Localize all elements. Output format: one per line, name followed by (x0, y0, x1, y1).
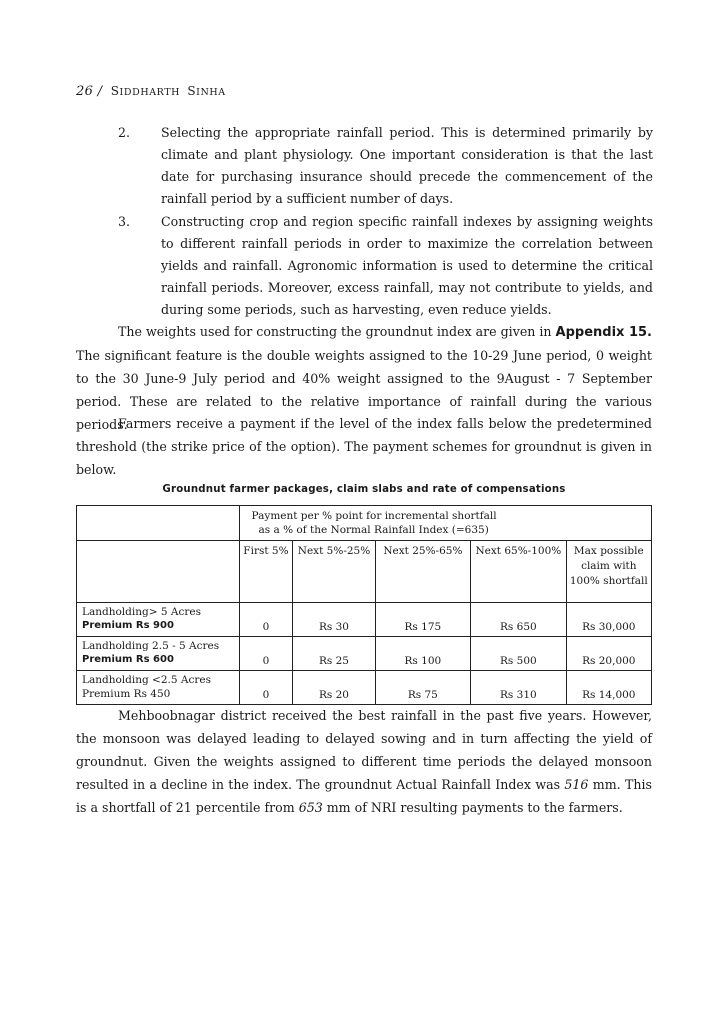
table-cell: 0 (239, 671, 293, 705)
table-header-row (77, 506, 652, 541)
row-label: Landholding> 5 Acres Premium Rs 900 (77, 603, 240, 637)
column-header: First 5% (239, 541, 293, 603)
column-header: Next 65%-100% (471, 541, 566, 603)
table-cell: Rs 75 (375, 671, 470, 705)
table-cell: Rs 310 (471, 671, 566, 705)
table-subheader-row (77, 541, 652, 603)
actual-index-value: 516 (564, 777, 589, 792)
table-cell: Rs 175 (375, 603, 470, 637)
author-name: SIDDHARTH SINHA (110, 84, 226, 98)
list-text: Constructing crop and region specific rainfall indexes by assigning weights to different rainfall periods in order to maximize the correlation between yields and rainfall. Agronomic information is used to determine the critical rainfall periods. Moreover, excess rainfall, may not contribute to yields, and during some periods, such as harvesting, even reduce yields. (161, 214, 653, 317)
table-cell: Rs 25 (293, 637, 375, 671)
table-cell: 0 (239, 603, 293, 637)
table-row (77, 671, 652, 705)
table-cell: Rs 30 (293, 603, 375, 637)
nri-value: 653 (298, 800, 323, 815)
table-row (77, 603, 652, 637)
list-text: Selecting the appropriate rainfall period. This is determined primarily by climate and plant physiology. One important consideration is that the last date for purchasing insurance should precede the commencement of the rainfall period by a sufficient number of days. (161, 125, 653, 206)
subheader-blank-cell (77, 541, 240, 603)
table-cell: Rs 14,000 (566, 671, 651, 705)
column-header-max-claim: Max possible claim with 100% shortfall (566, 541, 651, 603)
list-number: 2. (118, 125, 131, 140)
table-cell: Rs 20,000 (566, 637, 651, 671)
payment-header: Payment per % point for incremental shortfall as a % of the Normal Rainfall Index (=635) (239, 506, 651, 541)
column-header: Next 25%-65% (375, 541, 470, 603)
compensation-table (76, 505, 652, 705)
table-cell: Rs 650 (471, 603, 566, 637)
column-header: Next 5%-25% (293, 541, 375, 603)
header-blank-cell (77, 506, 240, 541)
table-cell: Rs 30,000 (566, 603, 651, 637)
paragraph-payment: Farmers receive a payment if the level of the index falls below the predetermined threshold (the strike price of the option). The payment schemes for groundnut is given in below. (76, 416, 652, 477)
list-item-3 (118, 211, 653, 321)
table-cell: 0 (239, 637, 293, 671)
page-number: 26 / (76, 84, 103, 99)
table-row (77, 637, 652, 671)
table-caption: Groundnut farmer packages, claim slabs and rate of compensations (162, 484, 566, 495)
paragraph-mehboobnagar: Mehboobnagar district received the best rainfall in the past five years. However, the monsoon was delayed leading to delayed sowing and in turn affecting the yield of groundnut. Given the weights assigned to different time periods the delayed monsoon resulted in a decline in the index. The groundnut Actual Rainfall Index was 516 mm. This is a shortfall of 21 percentile from 653 mm of NRI resulting payments to the farmers. (76, 708, 652, 815)
paragraph-weights: The weights used for constructing the groundnut index are given in Appendix 15. The significant feature is the double weights assigned to the 10-29 June period, 0 weight to the 30 June-9 July period and 40% weight assigned to the 9August - 7 September period. These are related to the relative importance of rainfall during the various periods. (76, 324, 652, 432)
row-label: Landholding <2.5 Acres Premium Rs 450 (77, 671, 240, 705)
row-label: Landholding 2.5 - 5 Acres Premium Rs 600 (77, 637, 240, 671)
table-cell: Rs 100 (375, 637, 470, 671)
table-cell: Rs 500 (471, 637, 566, 671)
table-cell: Rs 20 (293, 671, 375, 705)
running-header (76, 84, 226, 99)
appendix-reference: Appendix 15. (555, 325, 652, 340)
list-number: 3. (118, 214, 131, 229)
list-item-2 (118, 122, 653, 210)
